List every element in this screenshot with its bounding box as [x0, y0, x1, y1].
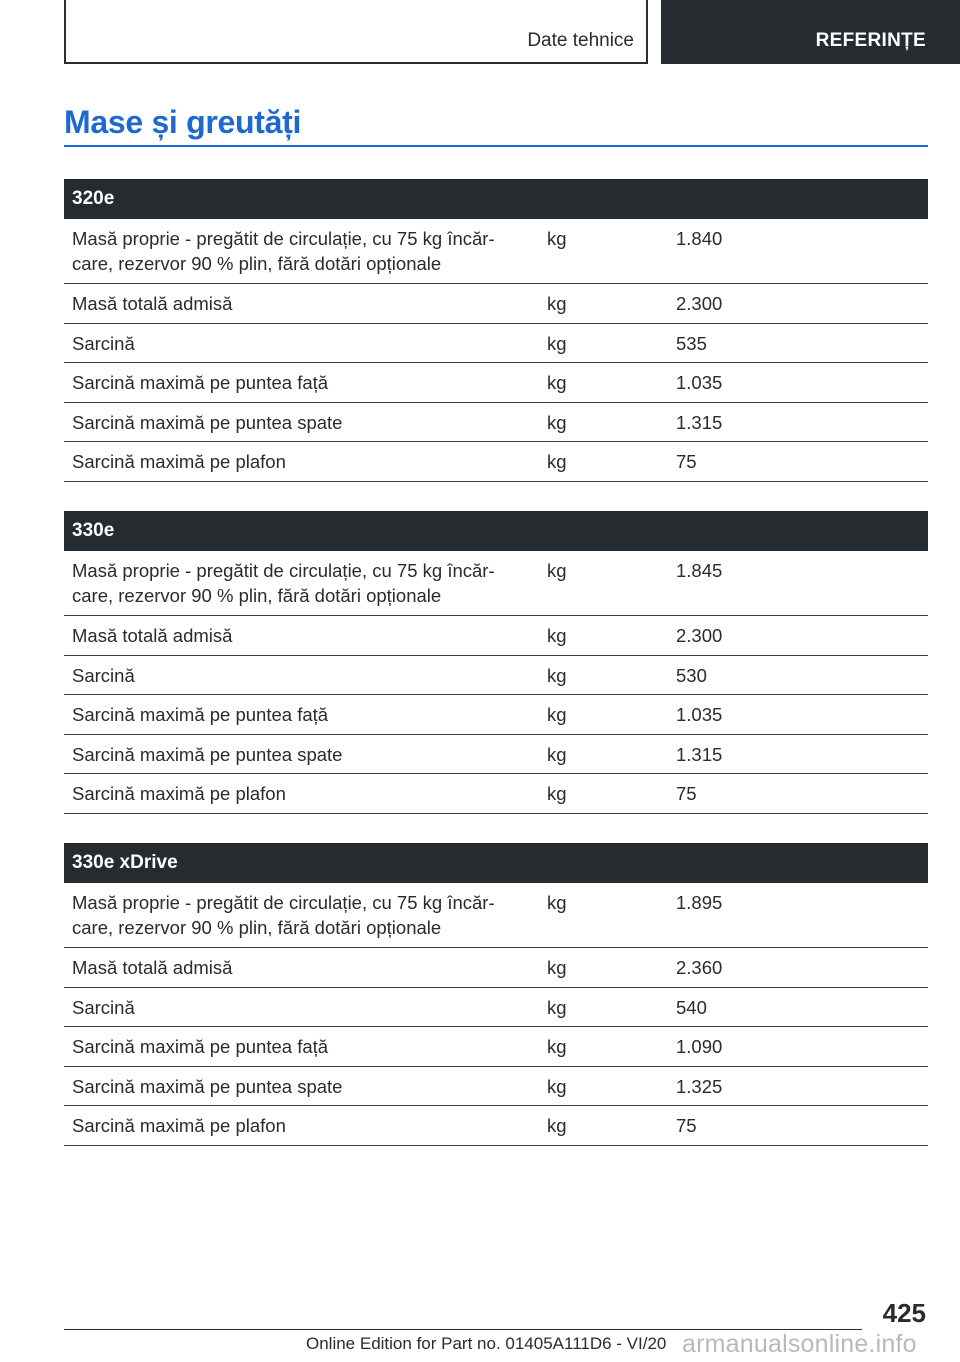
table-header: 320e: [64, 179, 928, 219]
row-label: Masă totală admisă: [72, 957, 233, 978]
row-value: 530: [676, 664, 707, 686]
row-label: Masă proprie - pregătit de circulație, cu 75 kg încăr‐care, rezervor 90 % plin, fără dotări opționale: [72, 560, 495, 606]
table-row: [64, 219, 928, 284]
row-value: 540: [676, 996, 707, 1018]
row-label: Sarcină: [72, 332, 135, 354]
title-divider: [64, 145, 928, 147]
row-unit: kg: [547, 372, 567, 394]
row-label: Sarcină maximă pe puntea spate: [72, 1075, 343, 1097]
row-value: 1.315: [676, 743, 723, 765]
row-label: Sarcină maximă pe puntea față: [72, 1036, 329, 1058]
row-value: 535: [676, 332, 707, 354]
row-unit: kg: [547, 704, 567, 726]
page-title: Mase și greutăți: [64, 104, 302, 140]
row-label: Sarcină maximă pe puntea față: [72, 704, 329, 726]
row-unit: kg: [547, 228, 567, 249]
page-number: 425: [882, 1298, 926, 1328]
header-chapter-tab: [661, 0, 960, 64]
table-row: [64, 551, 928, 616]
row-unit: kg: [547, 332, 567, 354]
row-value: 1.315: [676, 411, 723, 433]
row-label: Sarcină maximă pe puntea spate: [72, 743, 343, 765]
row-label: Masă totală admisă: [72, 293, 233, 314]
row-value: 1.035: [676, 372, 723, 394]
row-label: Masă proprie - pregătit de circulație, cu 75 kg încăr‐care, rezervor 90 % plin, fără dotări opționale: [72, 228, 495, 274]
row-unit: kg: [547, 1075, 567, 1097]
row-label: Sarcină maximă pe plafon: [72, 1115, 286, 1137]
header-section-tab: [64, 0, 648, 64]
row-unit: kg: [547, 411, 567, 433]
row-value: 75: [676, 451, 697, 473]
row-value: 2.300: [676, 293, 723, 314]
table-row: [64, 774, 928, 814]
table-row: [64, 616, 928, 656]
row-unit: kg: [547, 560, 567, 581]
row-value: 1.325: [676, 1075, 723, 1097]
row-unit: kg: [547, 625, 567, 646]
table-row: [64, 735, 928, 775]
table-row: [64, 324, 928, 364]
table-row: [64, 695, 928, 735]
row-value: 2.360: [676, 957, 723, 978]
row-value: 1.090: [676, 1036, 723, 1058]
table-row: [64, 1067, 928, 1107]
watermark: armanualsonline.info: [682, 1330, 917, 1358]
row-label: Masă proprie - pregătit de circulație, cu 75 kg încăr‐care, rezervor 90 % plin, fără dotări opționale: [72, 892, 495, 938]
table-row: [64, 284, 928, 324]
row-value: 1.840: [676, 228, 723, 249]
header-section-label: Date tehnice: [527, 30, 634, 51]
header-chapter-label: REFERINȚE: [815, 30, 926, 51]
row-unit: kg: [547, 996, 567, 1018]
table-row: [64, 442, 928, 482]
row-value: 1.845: [676, 560, 723, 581]
row-value: 75: [676, 783, 697, 805]
table-row: [64, 363, 928, 403]
row-unit: kg: [547, 664, 567, 686]
row-unit: kg: [547, 743, 567, 765]
row-unit: kg: [547, 1115, 567, 1137]
row-label: Sarcină maximă pe plafon: [72, 451, 286, 473]
table-row: [64, 403, 928, 443]
row-unit: kg: [547, 892, 567, 913]
row-value: 75: [676, 1115, 697, 1137]
row-unit: kg: [547, 783, 567, 805]
row-label: Masă totală admisă: [72, 625, 233, 646]
spec-table-330e-xdrive: [64, 843, 928, 1146]
row-label: Sarcină: [72, 664, 135, 686]
row-value: 1.035: [676, 704, 723, 726]
row-label: Sarcină maximă pe plafon: [72, 783, 286, 805]
table-row: [64, 988, 928, 1028]
row-unit: kg: [547, 293, 567, 314]
table-row: [64, 656, 928, 696]
table-row: [64, 948, 928, 988]
table-row: [64, 1106, 928, 1146]
row-value: 2.300: [676, 625, 723, 646]
edition-text: Online Edition for Part no. 01405A111D6 - VI/20: [306, 1334, 667, 1353]
table-header: 330e: [64, 511, 928, 551]
row-label: Sarcină: [72, 996, 135, 1018]
row-label: Sarcină maximă pe puntea spate: [72, 411, 343, 433]
spec-table-320e: [64, 179, 928, 482]
table-row: [64, 1027, 928, 1067]
row-unit: kg: [547, 957, 567, 978]
spec-table-330e: [64, 511, 928, 814]
row-label: Sarcină maximă pe puntea față: [72, 372, 329, 394]
row-value: 1.895: [676, 892, 723, 913]
table-header: 330e xDrive: [64, 843, 928, 883]
table-row: [64, 883, 928, 948]
row-unit: kg: [547, 451, 567, 473]
row-unit: kg: [547, 1036, 567, 1058]
